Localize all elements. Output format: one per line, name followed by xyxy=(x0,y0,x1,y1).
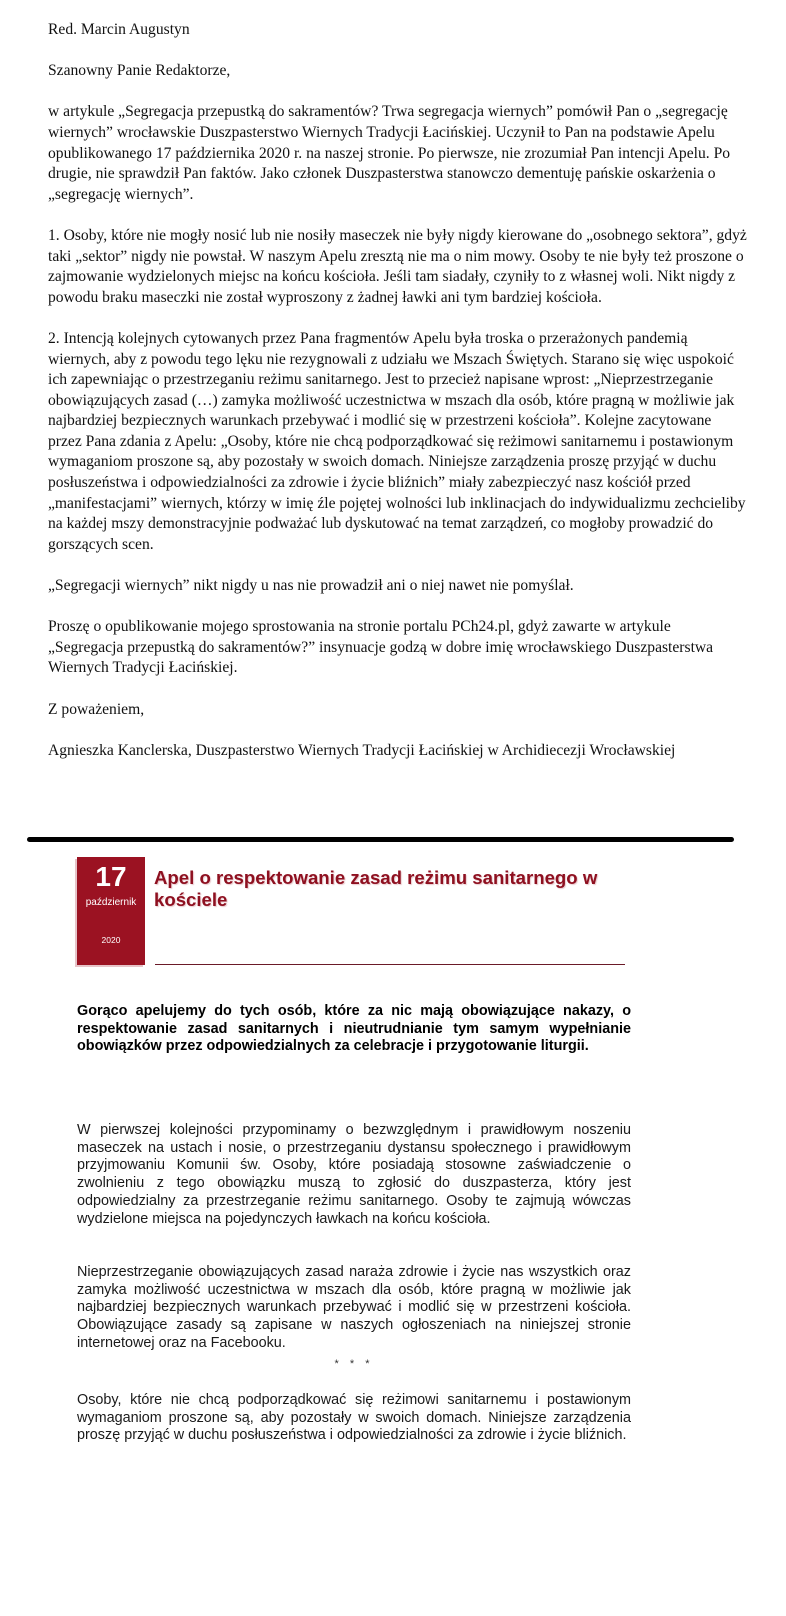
addressee: Red. Marcin Augustyn xyxy=(48,21,190,38)
asterisk-separator: * * * xyxy=(334,1358,374,1370)
correction-letter xyxy=(48,20,748,761)
date-month: październik xyxy=(85,897,137,908)
section-divider xyxy=(27,837,734,842)
article-title: Apel o respektowanie zasad reżimu sanitarnego w kościele xyxy=(154,867,598,910)
letter-paragraph: „Segregacji wiernych” nikt nigdy u nas nie prowadził ani o niej nawet nie pomyślał. xyxy=(48,577,574,595)
article-paragraph: Osoby, które nie chcą podporządkować się reżimowi sanitarnemu i postawionym wymaganiom proszone są, aby pozostały w swoich domach. Niniejsze zarządzenia proszę przyjąć w duchu posłuszeństwa i odpowiedzialności za zdrowie i życie bliźnich. xyxy=(77,1392,631,1444)
letter-paragraph: Proszę o opublikowanie mojego sprostowania na stronie portalu PCh24.pl, gdyż zawarte w artykule „Segregacja przepustką do sakramentów?” insynuacje godzą w dobre imię wrocławskiego Duszpasterstwa Wiernych Tradycji Łacińskiej. xyxy=(48,618,714,677)
salutation: Szanowny Panie Redaktorze, xyxy=(48,62,231,80)
signature: Agnieszka Kanclerska, Duszpasterstwo Wiernych Tradycji Łacińskiej w Archidiecezji Wrocławskiej xyxy=(48,741,676,759)
date-badge xyxy=(77,857,145,965)
title-underline xyxy=(155,964,625,965)
letter-paragraph: 2. Intencją kolejnych cytowanych przez Pana fragmentów Apelu była troska o przerażonych pandemią wiernych, aby z powodu tego lęku nie rezygnowali z udziału we Mszach Świętych. Starano się więc uspokoić ich zapewniając o przestrzeganiu reżimu sanitarnego. Jest to przecież napisane wprost: „Nieprzestrzeganie obowiązujących zasad (…) zamyka możliwość uczestnictwa w mszach dla osób, które pragną w możliwie jak najbardziej bezpiecznych warunkach przebywać i modlić się w przestrzeni kościoła”. Kolejne zacytowane przez Pana zdania z Apelu: „Osoby, które nie chcą podporządkować się reżimowi sanitarnemu i postawionym wymaganiom proszone są, aby pozostały w swoich domach. Niniejsze zarządzenia proszę przyjąć w duchu posłuszeństwa i odpowiedzialności za zdrowie i życie bliźnich” miały zabezpieczyć nasz kościół przed „manifestacjami” wiernych, którzy w imię źle pojętej wolności lub inklinacjach do indywidualizmu zechcieliby na każdej mszy demonstracyjnie podważać lub dyskutować na temat zarządzeń, co mogłoby prowadzić do gorszących scen. xyxy=(48,329,746,553)
article-paragraph: Nieprzestrzeganie obowiązujących zasad naraża zdrowie i życie nas wszystkich oraz zamyka możliwość uczestnictwa w mszach dla osób, które pragną w możliwie jak najbardziej bezpiecznych warunkach przebywać i modlić się w przestrzeni kościoła. Obowiązujące zasady są zapisane w naszych ogłoszeniach na niniejszej stronie internetowej oraz na Facebooku. xyxy=(77,1264,631,1351)
date-day: 17 xyxy=(95,861,127,892)
article-lead: Gorąco apelujemy do tych osób, które za nic mają obowiązujące nakazy, o respektowanie zasad sanitarnych i nieutrudnianie tym samym wypełnianie obowiązków przez odpowiedzialnych za celebracje i przygotowanie liturgii. xyxy=(77,1003,631,1055)
date-year: 2020 xyxy=(101,935,121,945)
letter-paragraph: w artykule „Segregacja przepustką do sakramentów? Trwa segregacja wiernych” pomówił Pan o „segregację wiernych” wrocławskie Duszpasterstwo Wiernych Tradycji Łacińskiej. Uczynił to Pan na podstawie Apelu opublikowanego 17 października 2020 r. na naszej stronie. Po pierwsze, nie zrozumiał Pan intencji Apelu. Po drugie, nie sprawdził Pan faktów. Jako członek Duszpasterstwa stanowczo dementuję pańskie oskarżenia o „segregację wiernych”. xyxy=(48,103,731,203)
closing: Z poważeniem, xyxy=(48,700,145,718)
letter-paragraph: 1. Osoby, które nie mogły nosić lub nie nosiły maseczek nie były nigdy kierowane do „osobnego sektora”, gdyż taki „sektor” nigdy nie powstał. W naszym Apelu zresztą nie ma o nim mowy. Osoby te nie były też proszone o zajmowanie wydzielonych miejsc na końcu kościoła. Jeśli tam siadały, czyniły to z własnej woli. Nikt nigdy z powodu braku maseczki nie został wyproszony z żadnej ławki ani tym bardziej kościoła. xyxy=(48,226,747,306)
article-paragraph: W pierwszej kolejności przypominamy o bezwzględnym i prawidłowym noszeniu maseczek na ustach i nosie, o przestrzeganiu dystansu społecznego i prawidłowym przyjmowaniu Komunii św. Osoby, które posiadają stosowne zaświadczenie o zwolnieniu z tego obowiązku muszą to zgłosić do duszpasterza, który jest odpowiedzialny za przestrzeganie reżimu sanitarnego. Osoby te zajmują wówczas wydzielone miejsca na pojedynczych ławkach na końcu kościoła. xyxy=(77,1122,631,1227)
